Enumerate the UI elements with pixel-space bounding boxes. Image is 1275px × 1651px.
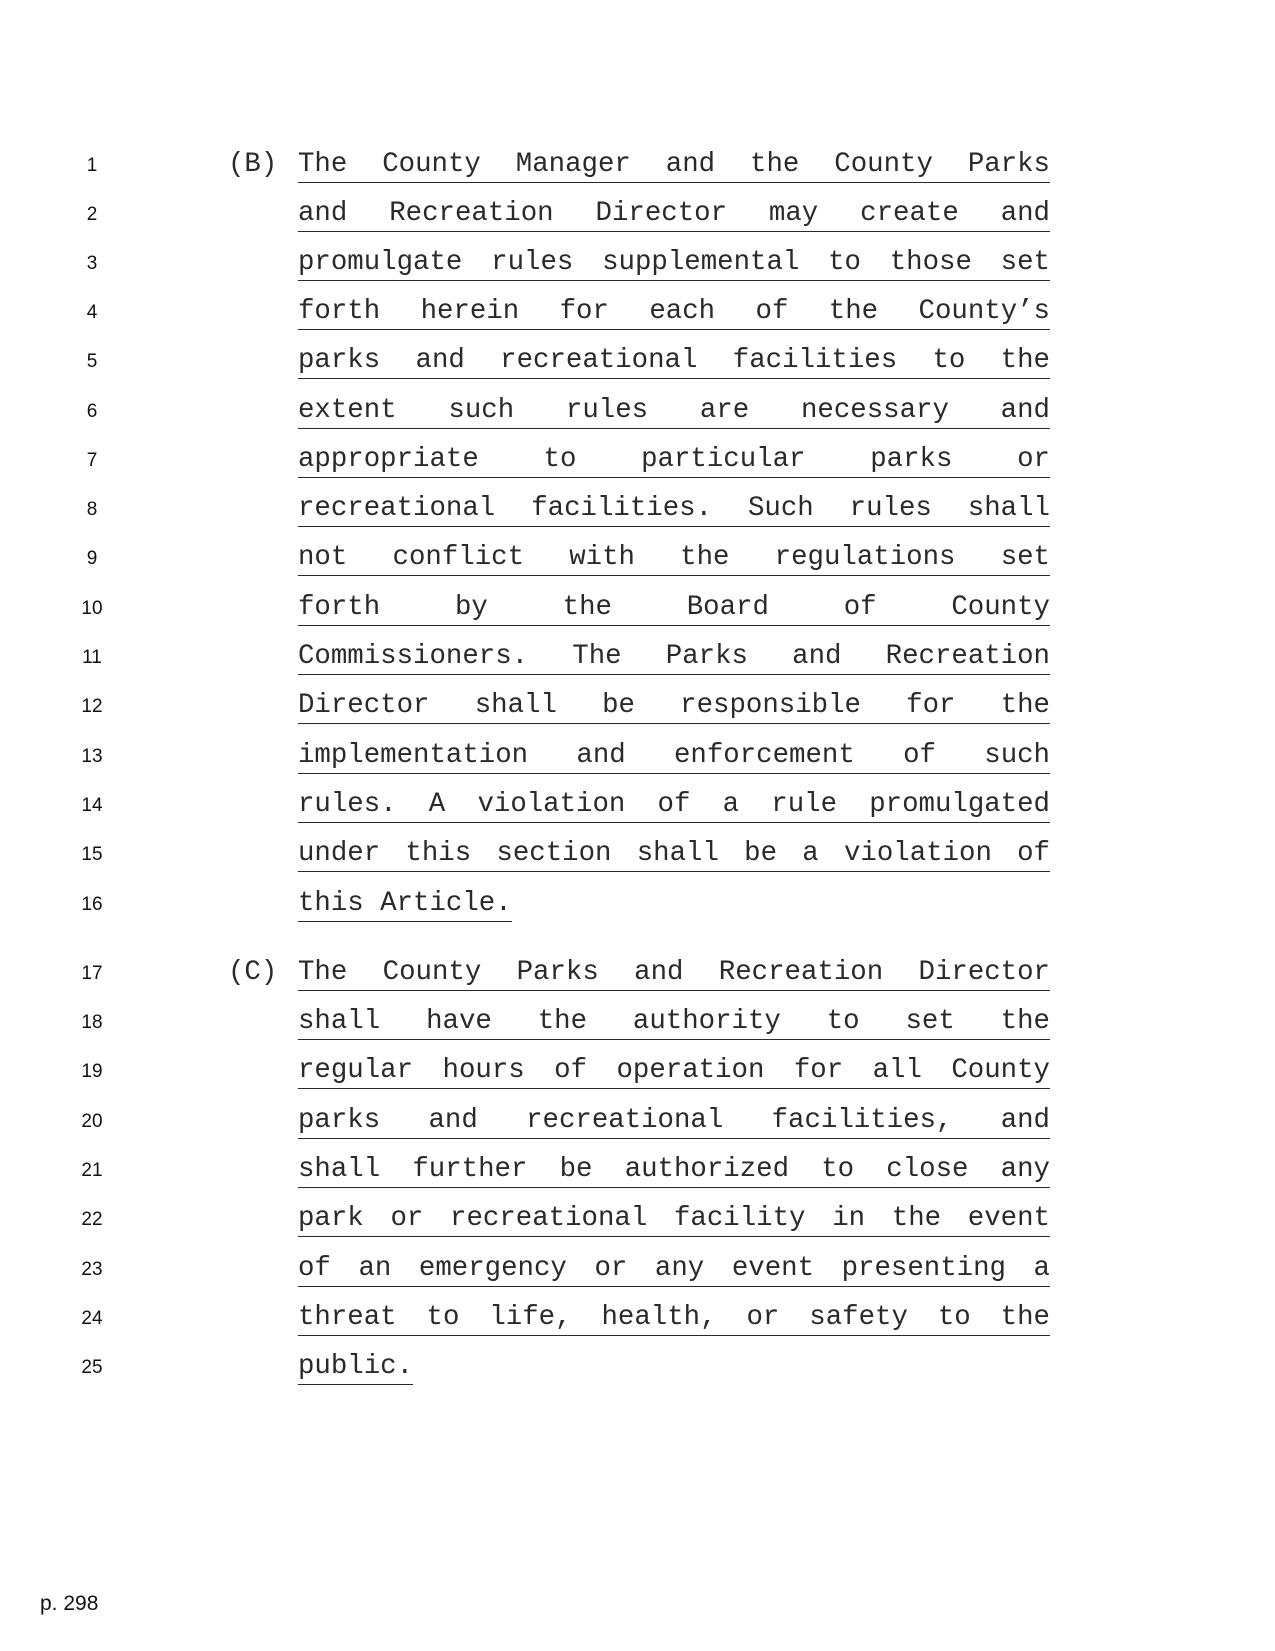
line-number-14: 14 [81, 795, 103, 816]
line-number-18: 18 [81, 1012, 103, 1033]
line-number-23: 23 [81, 1259, 103, 1280]
line-number-5: 5 [86, 351, 98, 372]
line-number-24: 24 [81, 1308, 103, 1329]
section-c-line-8: threat to life, health, or safety to the [298, 1301, 1050, 1336]
section-b-line-10: forth by the Board of County [298, 591, 1050, 626]
line-number-15: 15 [81, 844, 103, 865]
section-b-line-11: Commissioners. The Parks and Recreation [298, 640, 1050, 675]
section-b-line-9: not conflict with the regulations set [298, 541, 1050, 576]
line-number-8: 8 [86, 499, 98, 520]
section-c-line-6: park or recreational facility in the event [298, 1202, 1050, 1237]
line-number-12: 12 [81, 696, 103, 717]
section-b-line-4: forth herein for each of the County’s [298, 295, 1050, 330]
section-b-line-8: recreational facilities. Such rules shall [298, 492, 1050, 527]
line-number-16: 16 [81, 894, 103, 915]
line-number-1: 1 [86, 155, 98, 176]
section-b-line-6: extent such rules are necessary and [298, 394, 1050, 429]
line-number-7: 7 [86, 450, 98, 471]
line-number-6: 6 [86, 401, 98, 422]
line-number-19: 19 [81, 1061, 103, 1082]
line-number-22: 22 [81, 1209, 103, 1230]
line-number-17: 17 [81, 963, 103, 984]
section-c-line-3: regular hours of operation for all County [298, 1054, 1050, 1089]
section-b-line-16: this Article. [298, 887, 512, 922]
section-c-line-4: parks and recreational facilities, and [298, 1104, 1050, 1139]
section-b-line-1: The County Manager and the County Parks [298, 148, 1050, 183]
line-number-25: 25 [81, 1357, 103, 1378]
line-number-9: 9 [86, 548, 98, 569]
section-b-line-13: implementation and enforcement of such [298, 739, 1050, 774]
section-b-line-2: and Recreation Director may create and [298, 197, 1050, 232]
line-number-13: 13 [81, 746, 103, 767]
section-c-label: (C) [228, 957, 278, 988]
line-number-2: 2 [86, 204, 98, 225]
line-number-4: 4 [86, 302, 98, 323]
section-b-line-15: under this section shall be a violation of [298, 837, 1050, 872]
line-number-21: 21 [81, 1160, 103, 1181]
section-c-line-2: shall have the authority to set the [298, 1005, 1050, 1040]
section-b-line-7: appropriate to particular parks or [298, 443, 1050, 478]
section-c-line-1: The County Parks and Recreation Director [298, 956, 1050, 991]
section-c-line-7: of an emergency or any event presenting a [298, 1252, 1050, 1287]
line-number-10: 10 [81, 598, 103, 619]
section-b-label: (B) [228, 149, 278, 180]
section-b-line-5: parks and recreational facilities to the [298, 344, 1050, 379]
section-b-line-12: Director shall be responsible for the [298, 689, 1050, 724]
section-c-line-9: public. [298, 1350, 413, 1385]
line-number-11: 11 [82, 647, 102, 668]
page-number: p. 298 [40, 1592, 99, 1615]
line-number-3: 3 [86, 253, 98, 274]
section-c-line-5: shall further be authorized to close any [298, 1153, 1050, 1188]
section-b-line-14: rules. A violation of a rule promulgated [298, 788, 1050, 823]
section-b-line-3: promulgate rules supplemental to those set [298, 246, 1050, 281]
line-number-20: 20 [81, 1111, 103, 1132]
